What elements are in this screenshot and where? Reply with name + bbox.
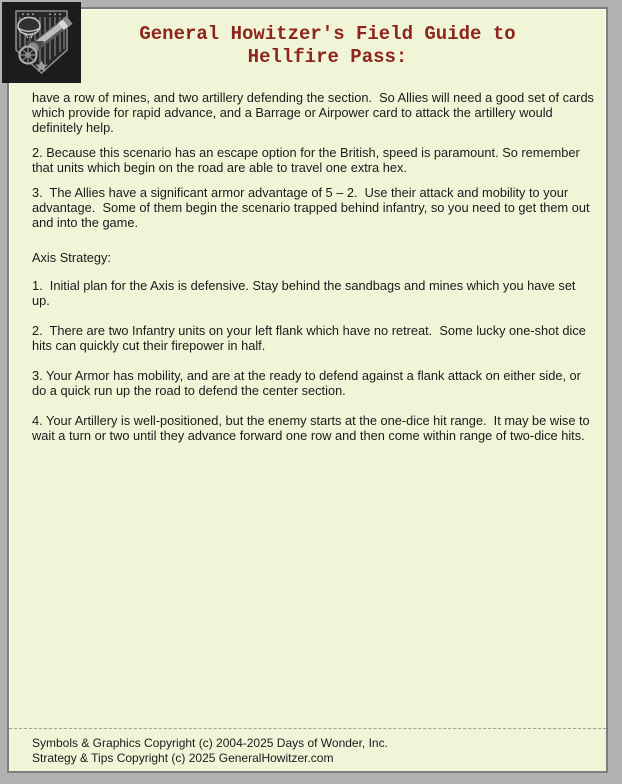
paragraph-allies-2: 2. Because this scenario has an escape option for the British, speed is paramount. So remember that units which begin on the road are able to travel one extra hex. bbox=[32, 145, 584, 175]
paragraph-allies-3: 3. The Allies have a significant armor advantage of 5 – 2. Use their attack and mobility to your advantage. Some of them begin the scenario trapped behind infantry, so you need to get them out and into the game. bbox=[32, 185, 594, 230]
title-line-1: General Howitzer's Field Guide to bbox=[139, 23, 516, 45]
copyright-footer bbox=[9, 728, 606, 771]
paragraph-allies-continuation: have a row of mines, and two artillery defending the section. So Allies will need a good set of cards which provide for rapid advance, and a Barrage or Airpower card to attack the artillery would definitely help. bbox=[32, 90, 598, 135]
page-title bbox=[89, 23, 566, 69]
paragraph-axis-1: 1. Initial plan for the Axis is defensive. Stay behind the sandbags and mines which you have set up. bbox=[32, 278, 580, 308]
paragraph-axis-3: 3. Your Armor has mobility, and are at the ready to defend against a flank attack on either side, or do a quick run up the road to defend the center section. bbox=[32, 368, 585, 398]
paragraph-axis-4: 4. Your Artillery is well-positioned, but the enemy starts at the one-dice hit range. It may be wise to wait a turn or two until they advance forward one row and then come within range of two-dice hits. bbox=[32, 413, 594, 443]
paragraph-axis-2: 2. There are two Infantry units on your left flank which have no retreat. Some lucky one-shot dice hits can quickly cut their firepower in half. bbox=[32, 323, 590, 353]
copyright-line-1: Symbols & Graphics Copyright (c) 2004-2025 Days of Wonder, Inc. bbox=[32, 736, 388, 750]
axis-strategy-heading: Axis Strategy: bbox=[32, 250, 111, 265]
copyright-line-2: Strategy & Tips Copyright (c) 2025 GeneralHowitzer.com bbox=[32, 751, 334, 765]
howitzer-badge-icon bbox=[2, 2, 81, 83]
field-guide-page bbox=[7, 7, 608, 773]
body-copy bbox=[32, 90, 598, 443]
title-line-2: Hellfire Pass: bbox=[247, 46, 408, 68]
